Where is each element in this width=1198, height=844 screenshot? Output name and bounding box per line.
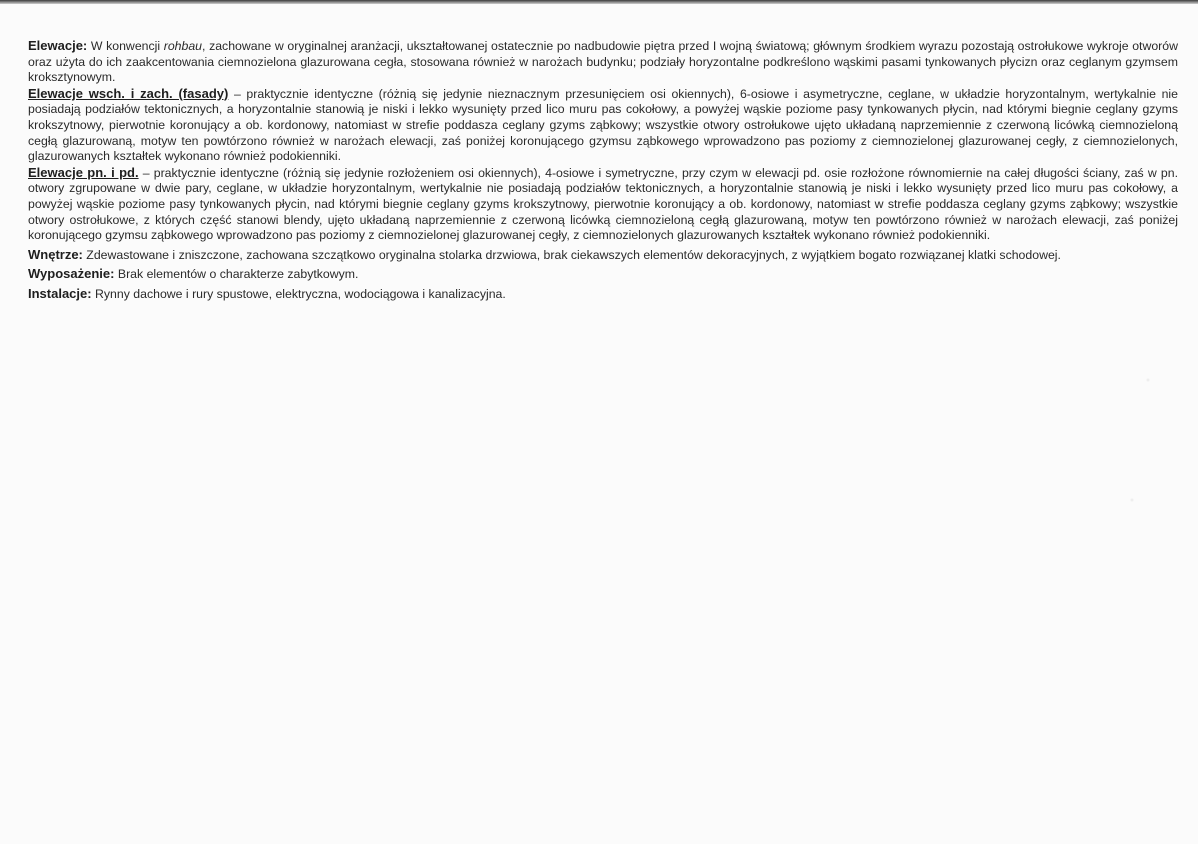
- section-label: Wyposażenie:: [28, 266, 115, 282]
- scan-top-edge: [0, 0, 1198, 4]
- scan-noise: [1100, 350, 1180, 650]
- section-elewacje: [28, 38, 1178, 86]
- section-text: – praktycznie identyczne (różnią się jedynie nieznacznym przesunięciem osi okiennych), 6-osiowe i asymetryczne, ceglane, w układzie horyzontalnym, wertykalnie nie posiadają podziałów tektonicznych, a horyzontalnie stanowią je niski i lekko wysunięty przed lico muru pas cokołowy, a powyżej wąskie poziome pasy tynkowanych płycin, nad którymi biegnie ceglany gzyms krokszytnowy, pierwotnie koronujący a ob. kordonowy, natomiast w strefie poddasza ceglany gzyms ząbkowy; wszystkie otwory ostrołukowe ujęto układaną naprzemiennie z czerwoną licówką ciemnozieloną cegłą glazurowaną, motyw ten powtórzono również w narożach elewacji, zaś poniżej koronującego gzymsu ząbkowego wprowadzono pas poziomy z ciemnozielonej glazurowanej cegły, z ciemnozielonych, glazurowanych kształtek wykonano również podokienniki.: [28, 86, 1178, 164]
- section-instalacje: [28, 286, 1178, 303]
- section-label: Instalacje:: [28, 285, 92, 301]
- italic-term: rohbau: [163, 39, 203, 53]
- section-text: Brak elementów o charakterze zabytkowym.: [114, 267, 359, 282]
- section-text: Rynny dachowe i rury spustowe, elektryczna, wodociągowa i kanalizacyjna.: [91, 286, 506, 301]
- section-label: Elewacje wsch. i zach. (fasady): [28, 85, 229, 101]
- section-wyposazenie: [28, 266, 1178, 283]
- section-label: Elewacje pn. i pd.: [28, 164, 139, 180]
- document-page: [28, 38, 1178, 303]
- section-text: – praktycznie identyczne (różnią się jedynie rozłożeniem osi okiennych), 4-osiowe i symetryczne, przy czym w elewacji pd. osie rozłożone równomiernie na całej długości ściany, zaś w pn. otwory zgrupowane w dwie pary, ceglane, w układzie horyzontalnym, wertykalnie nie posiadają podziałów tektonicznych, a horyzontalnie stanowią je niski i lekko wysunięty przed lico muru pas cokołowy, a powyżej wąskie poziome pasy tynkowanych płycin, nad którymi biegnie ceglany gzyms krokszytnowy, pierwotnie koronujący a ob. kordonowy, natomiast w strefie poddasza ceglany gzyms ząbkowy; wszystkie otwory ostrołukowe, z których część stanowi blendy, ujęto układaną naprzemiennie z czerwoną licówką ciemnozieloną cegłą glazurowaną, motyw ten powtórzono również w narożach elewacji, zaś poniżej koronującego gzymsu ząbkowego wprowadzono pas poziomy z ciemnozielonej glazurowanej cegły, z ciemnozielonych glazurowanych kształtek wykonano również podokienniki.: [28, 165, 1178, 243]
- section-wnetrze: [28, 247, 1178, 264]
- section-label: Wnętrze:: [28, 246, 83, 262]
- section-text: W konwencji: [87, 39, 164, 53]
- section-elewacje-wsch-zach: [28, 86, 1178, 165]
- section-elewacje-pn-pd: [28, 165, 1178, 244]
- section-label: Elewacje:: [28, 38, 88, 53]
- section-text: , zachowane w oryginalnej aranżacji, ukształtowanej ostatecznie po nadbudowie piętra przed I wojną światową; głównym środkiem wyrazu pozostają ostrołukowe wykroje otworów oraz użyta do ich zaakcentowania ciemnozielona glazurowana cegła, stosowana również w narożach budynku; podziały horyzontalne podkreślono wąskimi pasami tynkowanych płycizn oraz ceglanym gzymsem kroksztynowym.: [28, 39, 1178, 85]
- section-text: Zdewastowane i zniszczone, zachowana szczątkowo oryginalna stolarka drzwiowa, brak ciekawszych elementów dekoracyjnych, z wyjątkiem bogato rozwiązanej klatki schodowej.: [82, 247, 1061, 262]
